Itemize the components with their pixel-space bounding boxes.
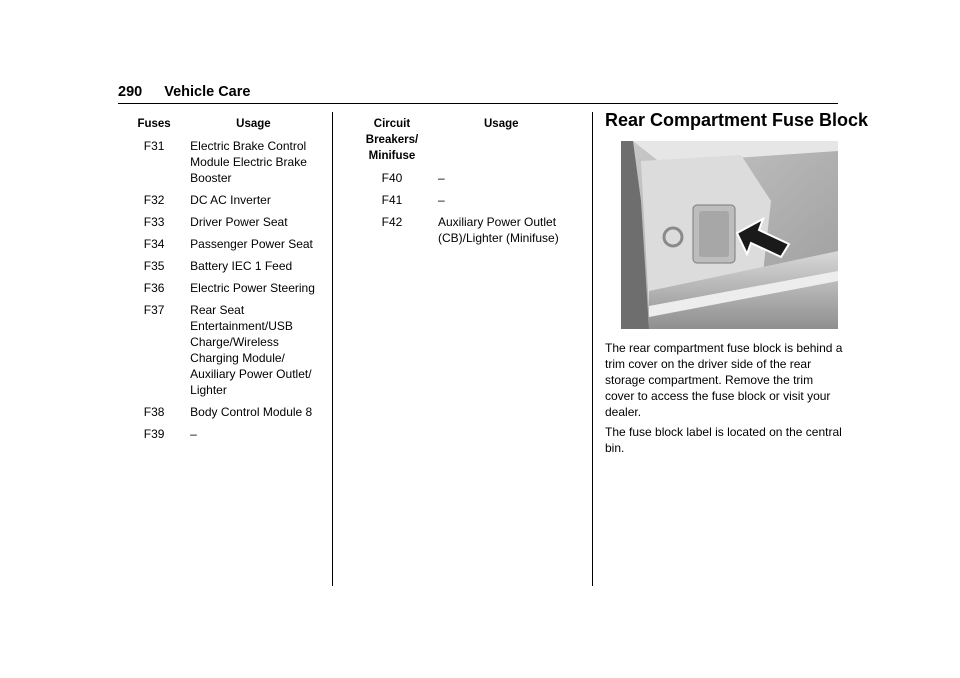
fuse-id: F38 <box>143 405 165 419</box>
fuse-table-right-container <box>346 116 576 252</box>
fuse-id: F41 <box>381 193 403 207</box>
fuse-usage: Auxiliary Power Outlet (CB)/Lighter (Minifuse) <box>438 215 559 245</box>
fuse-id: F40 <box>381 171 403 185</box>
table-row <box>118 426 318 448</box>
fuse-id: F36 <box>143 281 165 295</box>
fuse-id: F34 <box>143 237 165 251</box>
paragraph-fuse-location: The rear compartment fuse block is behind a trim cover on the driver side of the rear storage compartment. Remove the trim cover to access the fuse block or visit your dealer. <box>605 341 843 419</box>
section-title: Rear Compartment Fuse Block <box>605 110 869 130</box>
fuse-id: F39 <box>143 427 165 441</box>
column-header-usage: Usage <box>484 118 519 130</box>
table-row <box>346 192 576 214</box>
section-heading: Vehicle Care <box>164 84 251 100</box>
page-number: 290 <box>118 84 143 100</box>
fuse-id: F35 <box>143 259 165 273</box>
fuse-usage: Body Control Module 8 <box>190 405 313 419</box>
column-divider <box>592 112 593 586</box>
fuse-usage: Driver Power Seat <box>190 215 288 229</box>
fuse-usage: Electric Brake Control Module Electric Brake Booster <box>190 139 307 185</box>
table-row <box>346 170 576 192</box>
fuse-usage: – <box>190 427 197 441</box>
fuse-block-location-photo <box>621 141 838 329</box>
column-header-circuit-breakers: Circuit Breakers/ Minifuse <box>365 118 419 162</box>
table-row <box>118 280 318 302</box>
fuse-table-left-container <box>118 116 318 448</box>
fuse-usage: Rear Seat Entertainment/USB Charge/Wireless Charging Module/ Auxiliary Power Outlet/ Lighter <box>190 303 312 397</box>
fuse-usage: Electric Power Steering <box>190 281 315 295</box>
column-header-usage: Usage <box>236 118 271 130</box>
paragraph-label-location: The fuse block label is located on the central bin. <box>605 425 842 455</box>
table-row <box>118 138 318 192</box>
table-row <box>118 258 318 280</box>
fuse-table-left <box>118 116 318 448</box>
fuse-usage: Passenger Power Seat <box>190 237 313 251</box>
fuse-id: F32 <box>143 193 165 207</box>
column-divider <box>332 112 333 586</box>
table-row <box>118 192 318 214</box>
fuse-usage: DC AC Inverter <box>190 193 271 207</box>
table-row <box>118 236 318 258</box>
table-row <box>118 214 318 236</box>
table-row <box>118 302 318 404</box>
fuse-id: F42 <box>381 215 403 229</box>
table-header-row <box>346 116 576 170</box>
table-row <box>118 404 318 426</box>
table-header-row <box>118 116 318 138</box>
fuse-usage: Battery IEC 1 Feed <box>190 259 293 273</box>
header-divider <box>118 103 838 104</box>
fuse-usage: – <box>438 171 445 185</box>
table-row <box>346 214 576 252</box>
column-header-fuses: Fuses <box>137 118 171 130</box>
page-header <box>118 84 250 100</box>
fuse-id: F31 <box>143 139 165 153</box>
fuse-table-right <box>346 116 576 252</box>
fuse-id: F37 <box>143 303 165 317</box>
fuse-id: F33 <box>143 215 165 229</box>
fuse-usage: – <box>438 193 445 207</box>
